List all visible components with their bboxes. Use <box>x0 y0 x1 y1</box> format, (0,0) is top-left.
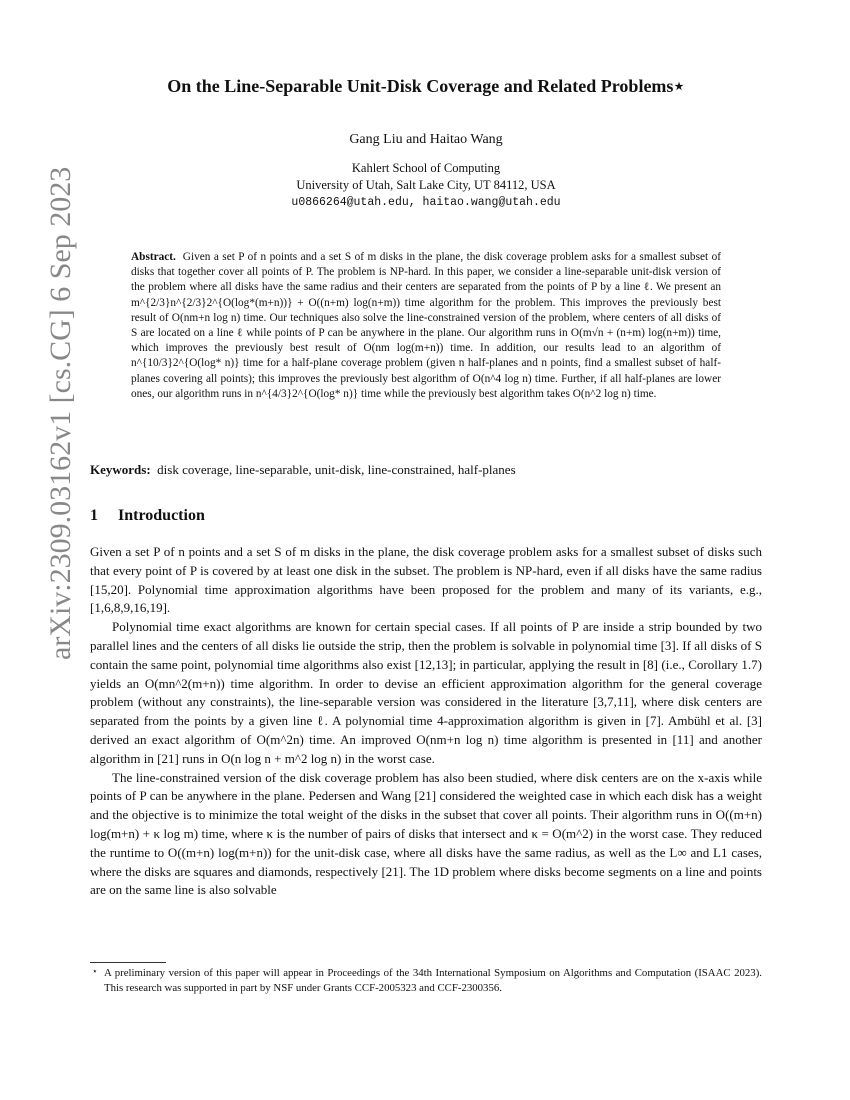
affiliation-dept: Kahlert School of Computing <box>351 161 501 175</box>
footnote-text: A preliminary version of this paper will appear in Proceedings of the 34th International Symposium on Algorithms and Computation (ISAAC 2023). This research was supported in part by NSF under Grants CCF-2005323 and CCF-2300356. <box>104 967 762 994</box>
section-title: Introduction <box>118 507 205 524</box>
affiliation-block <box>88 160 764 211</box>
arxiv-side-label <box>44 166 77 660</box>
keywords-text: disk coverage, line-separable, unit-disk, line-constrained, half-planes <box>157 462 516 477</box>
arxiv-identifier: arXiv:2309.03162v1 [cs.CG] 6 Sep 2023 <box>44 166 77 660</box>
paper-title: On the Line-Separable Unit-Disk Coverage and Related Problems⋆ <box>167 76 685 96</box>
body-text <box>90 543 762 900</box>
paragraph: Polynomial time exact algorithms are known for certain special cases. If all points of P are inside a strip bounded by two parallel lines and the centers of all disks lie outside the strip, then the problem is solvable in polynomial time [3]. If all disks of S contain the same point, polynomial time algorithms also exist [12,13]; in particular, applying the result in [8] (i.e., Corollary 1.7) yields an O(mn^2(m+n)) time algorithm. In order to devise an efficient approximation algorithm for the general coverage problem (without any constraints), the line-separable version was considered in the literature [3,7,11], where disk centers are separated from the points by a given line ℓ. A polynomial time 4-approximation algorithm is given in [7]. Ambühl et al. [3] derived an exact algorithm of O(m^2n) time. An improved O(nm+n log n) time algorithm is presented in [11] and another algorithm in [21] runs in O(n log n + m^2 log n) in the worst case. <box>90 619 762 766</box>
footnote-mark: ⋆ <box>92 966 98 976</box>
keywords-label: Keywords: <box>90 462 151 477</box>
section-heading <box>90 507 770 525</box>
abstract <box>131 250 721 402</box>
keywords <box>90 462 770 478</box>
author-emails[interactable]: u0866264@utah.edu, haitao.wang@utah.edu <box>291 196 561 209</box>
section-number: 1 <box>90 507 98 524</box>
footnote <box>92 966 762 995</box>
abstract-label: Abstract. <box>131 251 176 263</box>
paper-authors: Gang Liu and Haitao Wang <box>349 132 503 147</box>
abstract-text: Given a set P of n points and a set S of m disks in the plane, the disk coverage problem asks for a smallest subset of disks that together cover all points of P. The problem is NP-hard. In this paper, we consider a line-separable unit-disk version of the problem where all disks have the same radius and their centers are separated from the points of P by a line ℓ. We present an m^{2/3}n^{2/3}2^{O(log*(m+n))} + O((n+m) log(n+m)) time algorithm for the problem. This improves the previously best result of O(nm+n log n) time. Our techniques also solve the line-constrained version of the problem, where centers of all disks of S are located on a line ℓ while points of P can be anywhere in the plane. Our algorithm runs in O(m√n + (n+m) log(n+m)) time, which improves the previously best result of O(nm log(m+n)) time. In addition, our results lead to an algorithm of n^{10/3}2^{O(log* n)} time for a half-plane coverage problem (given n half-planes and n points, find a smallest subset of half-planes covering all points); this improves the previously best algorithm of O(n^4 log n) time. Further, if all half-planes are lower ones, our algorithm runs in n^{4/3}2^{O(log* n)} time while the previously best algorithm takes O(n^2 log n) time. <box>131 251 721 400</box>
paragraph: Given a set P of n points and a set S of m disks in the plane, the disk coverage problem asks for a smallest subset of disks such that every point of P is covered by at least one disk in the subset. The problem is NP-hard, even if all disks have the same radius [15,20]. Polynomial time approximation algorithms have been proposed for the problem and many of its variants, e.g., [1,6,8,9,16,19]. <box>90 544 762 616</box>
affiliation-university: University of Utah, Salt Lake City, UT 84112, USA <box>296 178 556 192</box>
paragraph: The line-constrained version of the disk coverage problem has also been studied, where disk centers are on the x-axis while points of P can be anywhere in the plane. Pedersen and Wang [21] considered the weighted case in which each disk has a weight and the objective is to minimize the total weight of the disks in the subset that cover all points. Their algorithm runs in O((m+n) log(m+n) + κ log m) time, where κ is the number of pairs of disks that intersect and κ = O(m^2) in the worst case. They reduced the runtime to O((m+n) log(m+n)) for the unit-disk case, where all disks have the same radius, as well as the L∞ and L1 cases, where the disks are squares and diamonds, respectively [21]. The 1D problem where disks become segments on a line and points are on the same line is also solvable <box>90 769 762 898</box>
footnote-divider <box>90 962 166 963</box>
